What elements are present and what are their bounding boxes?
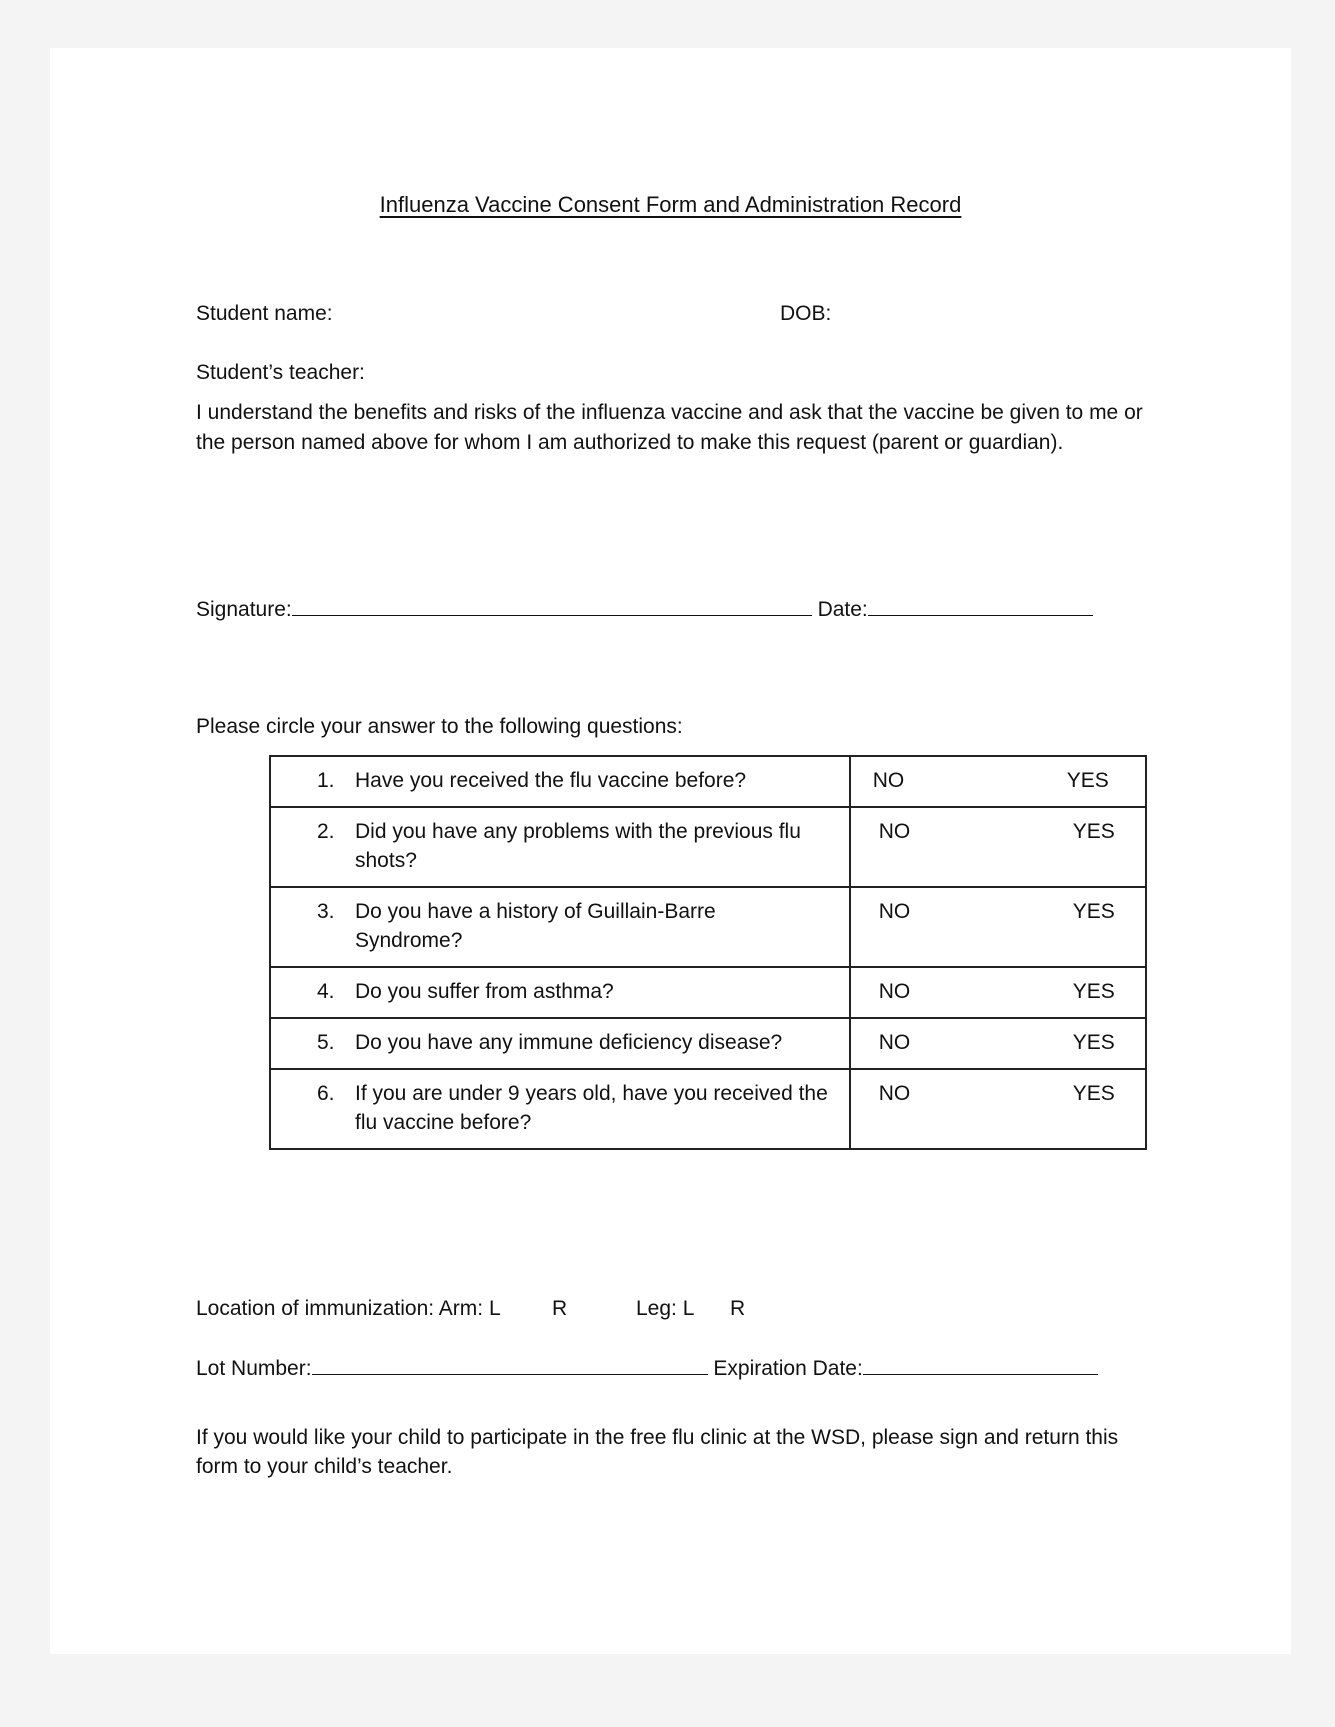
expiration-date-label: Expiration Date: bbox=[713, 1357, 863, 1380]
table-row bbox=[270, 807, 1146, 887]
question-text: If you are under 9 years old, have you received the flu vaccine before? bbox=[355, 1082, 828, 1134]
location-label: Location of immunization: Arm: L bbox=[196, 1297, 501, 1320]
teacher-label: Student’s teacher: bbox=[196, 361, 365, 384]
questions-table bbox=[269, 755, 1147, 1150]
question-number: 3. bbox=[317, 900, 335, 923]
consent-statement: I understand the benefits and risks of the influenza vaccine and ask that the vaccine be given to me or the person named above for whom I am authorized to make this request (parent or guardian). bbox=[196, 401, 1143, 454]
question-text: Did you have any problems with the previous flu shots? bbox=[355, 820, 801, 872]
question-text: Do you have any immune deficiency disease? bbox=[355, 1031, 783, 1054]
question-number: 5. bbox=[317, 1031, 335, 1054]
answer-yes[interactable]: YES bbox=[1072, 1082, 1115, 1105]
answer-no[interactable]: NO bbox=[878, 820, 911, 843]
table-row bbox=[270, 1018, 1146, 1069]
answer-no[interactable]: NO bbox=[872, 769, 905, 792]
answer-no[interactable]: NO bbox=[878, 1031, 911, 1054]
lot-number-label: Lot Number: bbox=[196, 1357, 312, 1380]
dob-label: DOB: bbox=[780, 302, 832, 325]
answer-yes[interactable]: YES bbox=[1072, 1031, 1115, 1054]
table-row bbox=[270, 756, 1146, 807]
question-number: 4. bbox=[317, 980, 335, 1003]
closing-instructions: If you would like your child to participate in the free flu clinic at the WSD, please sign and return this form to your child’s teacher. bbox=[196, 1426, 1119, 1478]
question-text: Do you suffer from asthma? bbox=[355, 980, 614, 1003]
lot-number-line[interactable] bbox=[312, 1352, 708, 1375]
lot-row bbox=[196, 1352, 1098, 1384]
question-number: 2. bbox=[317, 820, 335, 843]
date-label: Date: bbox=[817, 598, 868, 621]
table-row bbox=[270, 1069, 1146, 1149]
question-text: Do you have a history of Guillain-Barre Syndrome? bbox=[355, 900, 716, 952]
form-page bbox=[50, 48, 1291, 1654]
form-title: Influenza Vaccine Consent Form and Administration Record bbox=[379, 192, 962, 217]
table-row bbox=[270, 887, 1146, 967]
question-number: 1. bbox=[317, 769, 335, 792]
answer-no[interactable]: NO bbox=[878, 980, 911, 1003]
leg-label: Leg: L bbox=[636, 1297, 695, 1320]
date-line[interactable] bbox=[868, 593, 1093, 616]
signature-row bbox=[196, 593, 1093, 625]
question-text: Have you received the flu vaccine before? bbox=[355, 769, 747, 792]
signature-line[interactable] bbox=[292, 593, 812, 616]
question-number: 6. bbox=[317, 1082, 335, 1105]
expiration-date-line[interactable] bbox=[863, 1352, 1098, 1375]
instructions-text: Please circle your answer to the following questions: bbox=[196, 715, 683, 738]
answer-no[interactable]: NO bbox=[878, 1082, 911, 1105]
signature-label: Signature: bbox=[196, 598, 292, 621]
answer-no[interactable]: NO bbox=[878, 900, 911, 923]
leg-right-option[interactable]: R bbox=[730, 1297, 746, 1320]
student-name-label: Student name: bbox=[196, 302, 333, 325]
answer-yes[interactable]: YES bbox=[1072, 820, 1115, 843]
table-row bbox=[270, 967, 1146, 1018]
answer-yes[interactable]: YES bbox=[1066, 769, 1109, 792]
arm-right-option[interactable]: R bbox=[552, 1297, 568, 1320]
answer-yes[interactable]: YES bbox=[1072, 900, 1115, 923]
answer-yes[interactable]: YES bbox=[1072, 980, 1115, 1003]
